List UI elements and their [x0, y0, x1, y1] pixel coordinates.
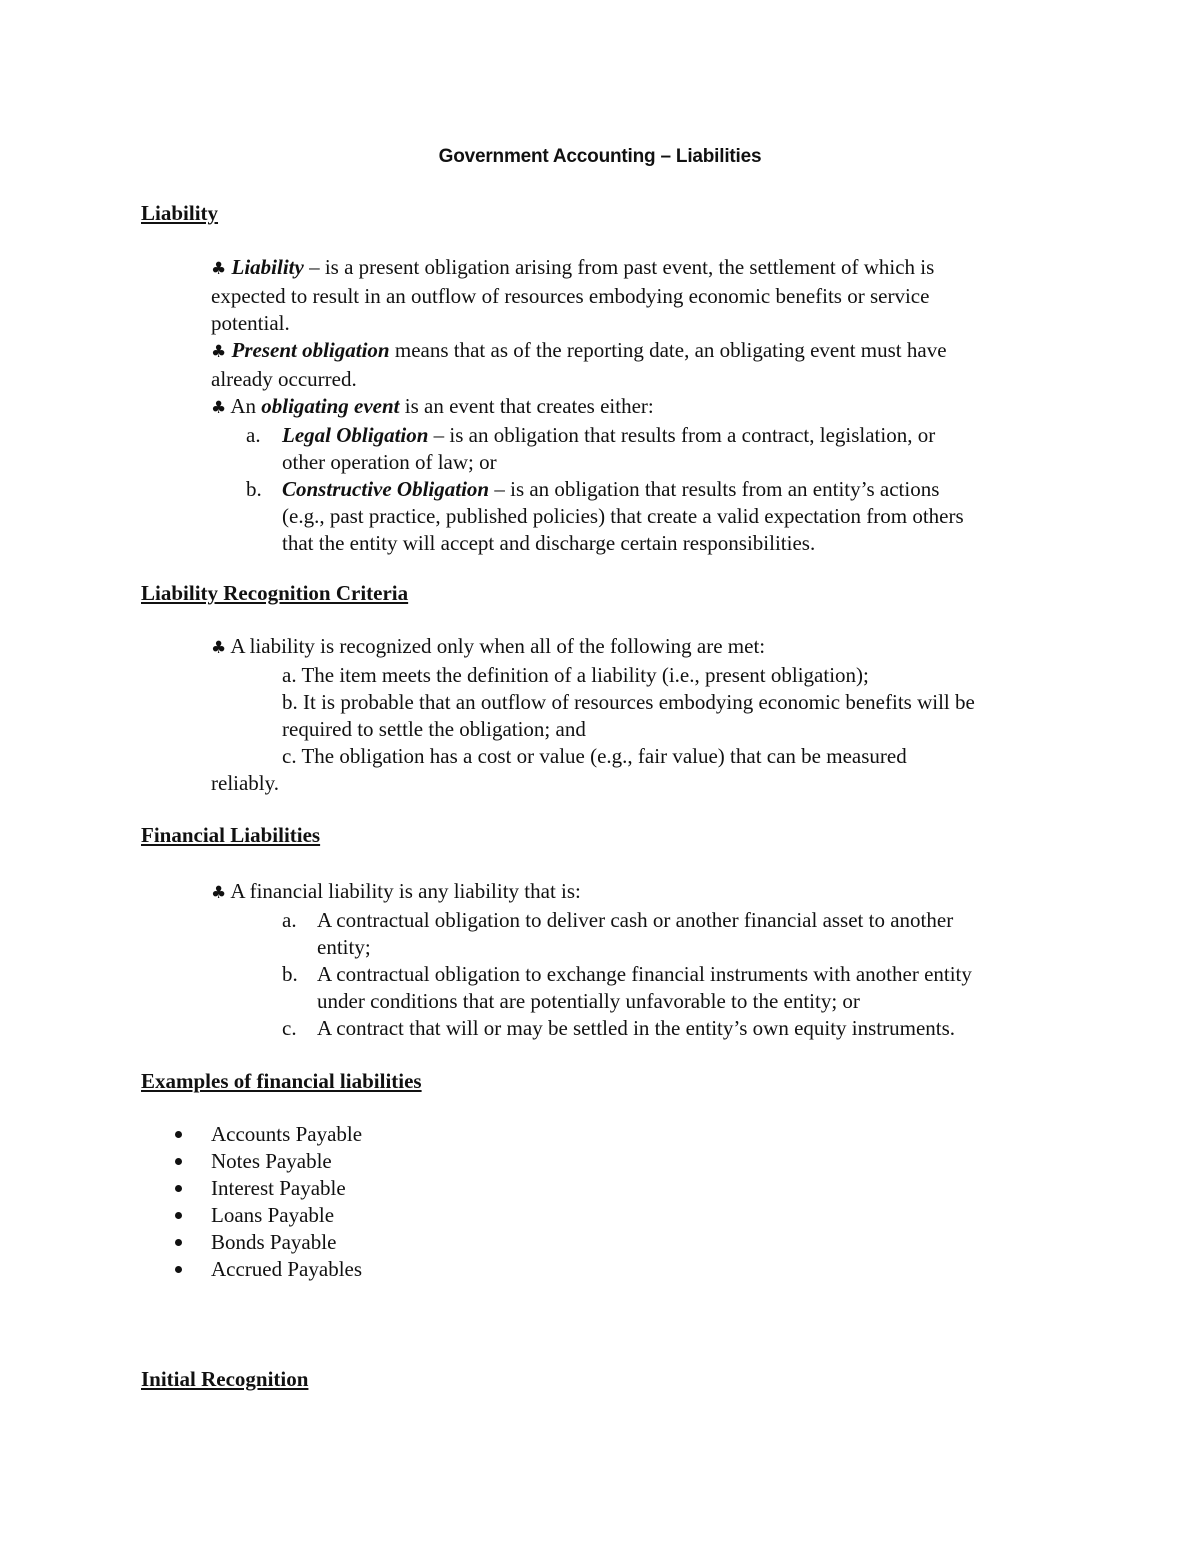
recognition-criterion-c-line-1: c. The obligation has a cost or value (e.g., fair value) that can be measured [282, 744, 907, 768]
constructive-obligation-line-3: that the entity will accept and discharge certain responsibilities. [282, 531, 816, 555]
term-constructive-obligation: Constructive Obligation [282, 477, 490, 501]
financial-item-c-line-1: A contract that will or may be settled in the entity’s own equity instruments. [317, 1016, 956, 1040]
recognition-criteria-block [211, 633, 1071, 797]
financial-intro-line [211, 878, 1071, 907]
text: – is an obligation that results from a contract, legislation, or [428, 423, 936, 447]
examples-list [175, 1121, 675, 1283]
text: is an event that creates either: [399, 394, 654, 418]
heading-liability: Liability [141, 201, 219, 225]
present-obligation-line-2: already occurred. [211, 367, 357, 391]
legal-obligation-line-1 [282, 422, 935, 449]
recognition-criterion-a: a. The item meets the definition of a liability (i.e., present obligation); [282, 663, 869, 687]
text: – is an obligation that results from an entity’s actions [489, 477, 940, 501]
list-marker: c. [282, 1016, 297, 1040]
text: – is a present obligation arising from past event, the settlement of which is [303, 255, 935, 279]
financial-item-b-line-2: under conditions that are potentially unfavorable to the entity; or [317, 989, 860, 1013]
liability-def-line-2: expected to result in an outflow of resources embodying economic benefits or service [211, 284, 930, 308]
term-obligating-event: obligating event [261, 394, 400, 418]
liability-def-line-3: potential. [211, 311, 290, 335]
bullet-dot-icon [175, 1131, 182, 1138]
text: An [226, 394, 262, 418]
financial-item-b [211, 961, 1071, 1015]
constructive-obligation-item [211, 476, 1071, 557]
financial-item-c [211, 1015, 1071, 1042]
constructive-obligation-line-1 [282, 476, 964, 503]
club-bullet-icon: ♣ [211, 638, 227, 658]
list-item [175, 1121, 675, 1148]
list-item [175, 1256, 675, 1283]
list-item-text: Accrued Payables [211, 1257, 363, 1281]
list-item [175, 1229, 675, 1256]
club-bullet-icon: ♣ [211, 398, 227, 418]
list-item-text: Interest Payable [211, 1176, 346, 1200]
legal-obligation-line-2: other operation of law; or [282, 450, 497, 474]
heading-examples: Examples of financial liabilities [141, 1069, 422, 1093]
club-bullet-icon: ♣ [211, 259, 227, 279]
list-item-text: Notes Payable [211, 1149, 332, 1173]
liability-def-line-1 [211, 254, 1071, 283]
list-item [175, 1202, 675, 1229]
list-item-text: Bonds Payable [211, 1230, 337, 1254]
bullet-dot-icon [175, 1266, 182, 1273]
legal-obligation-item [211, 422, 1071, 476]
financial-liabilities-block [211, 878, 1071, 1042]
list-item-text: Loans Payable [211, 1203, 335, 1227]
constructive-obligation-line-2: (e.g., past practice, published policies) that create a valid expectation from others [282, 504, 964, 528]
heading-initial-recognition: Initial Recognition [141, 1367, 309, 1391]
text: means that as of the reporting date, an obligating event must have [389, 338, 947, 362]
financial-item-b-line-1: A contractual obligation to exchange financial instruments with another entity [317, 962, 972, 986]
list-marker: a. [282, 908, 297, 932]
list-marker: b. [282, 962, 298, 986]
recognition-intro-line [211, 633, 1071, 662]
heading-financial-liabilities: Financial Liabilities [141, 823, 321, 847]
text: A financial liability is any liability that is: [226, 879, 581, 903]
bullet-dot-icon [175, 1239, 182, 1246]
text: A liability is recognized only when all of the following are met: [226, 634, 766, 658]
document-title: Government Accounting – Liabilities [438, 146, 762, 167]
recognition-criterion-c-line-2: reliably. [211, 771, 280, 795]
bullet-dot-icon [175, 1185, 182, 1192]
list-item [175, 1175, 675, 1202]
bullet-dot-icon [175, 1212, 182, 1219]
liability-definitions [211, 254, 1071, 557]
term-legal-obligation: Legal Obligation [282, 423, 429, 447]
heading-recognition-criteria: Liability Recognition Criteria [141, 581, 409, 605]
term-present-obligation: Present obligation [231, 338, 390, 362]
list-marker: a. [246, 423, 261, 447]
financial-item-a [211, 907, 1071, 961]
list-item [175, 1148, 675, 1175]
financial-item-a-line-1: A contractual obligation to deliver cash or another financial asset to another [317, 908, 954, 932]
club-bullet-icon: ♣ [211, 342, 227, 362]
recognition-criterion-b-line-1: b. It is probable that an outflow of resources embodying economic benefits will be [282, 690, 975, 714]
obligating-event-line [211, 393, 1071, 422]
financial-item-a-line-2: entity; [317, 935, 371, 959]
club-bullet-icon: ♣ [211, 883, 227, 903]
list-marker: b. [246, 477, 262, 501]
present-obligation-line-1 [211, 337, 1071, 366]
list-item-text: Accounts Payable [211, 1122, 363, 1146]
term-liability: Liability [231, 255, 304, 279]
bullet-dot-icon [175, 1158, 182, 1165]
recognition-criterion-b-line-2: required to settle the obligation; and [282, 717, 586, 741]
